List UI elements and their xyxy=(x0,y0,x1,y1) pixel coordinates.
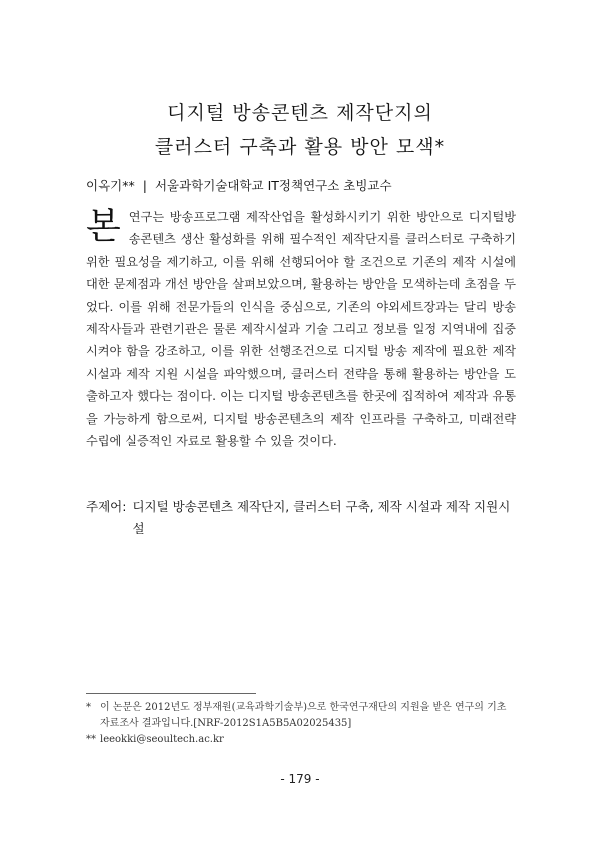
title-line-1: 디지털 방송콘텐츠 제작단지의 xyxy=(167,102,433,124)
footnote-mark: ** xyxy=(86,734,96,745)
abstract xyxy=(86,206,516,452)
paper-title xyxy=(80,96,520,164)
footnotes xyxy=(86,700,516,748)
author-line xyxy=(86,176,526,194)
footnote-mark: * xyxy=(86,702,91,713)
footnote-divider xyxy=(86,693,256,694)
footnote-email xyxy=(86,732,516,748)
keywords xyxy=(86,496,516,540)
author-affiliation: 서울과학기술대학교 IT정책연구소 초빙교수 xyxy=(154,178,392,193)
keywords-value: 디지털 방송콘텐츠 제작단지, 클러스터 구축, 제작 시설과 제작 지원시설 xyxy=(132,499,511,536)
author-name: 이옥기** xyxy=(86,178,135,193)
footnote-text: 이 논문은 2012년도 정부재원(교육과학기술부)으로 한국연구재단의 지원을 받은 연구의 기초자료조사 결과입니다.[NRF-2012S1A5B5A02025435] xyxy=(100,702,507,729)
page-number: - 179 - xyxy=(280,772,320,786)
footnote-text: leeokki@seoultech.ac.kr xyxy=(100,734,224,745)
abstract-dropcap: 본 xyxy=(86,206,121,247)
abstract-text: 연구는 방송프로그램 제작산업을 활성화시키기 위한 방안으로 디지털방송콘텐츠 생산 활성화를 위해 필수적인 제작단지를 클러스터로 구축하기 위한 필요성을 제기하고, 이를 위해 선행되어야 할 조건으로 기존의 제작 시설에 대한 문제점과 개선 방안을 살펴보았으며, 활용하는 방안을 모색하는데 초점을 두었다. 이를 위해 전문가들의 인식을 중심으로, 기존의 야외세트장과는 달리 방송 제작사들과 관련기관은 물론 제작시설과 기술 그리고 정보를 일정 지역내에 집중시켜야 함을 강조하고, 이를 위한 선행조건으로 디지털 방송 제작에 필요한 제작 시설과 제작 지원 시설을 파악했으며, 클러스터 전략을 통해 활용하는 방안을 도출하고자 했다는 점이다. 이는 디지털 방송콘텐츠를 한곳에 집적하여 제작과 유통을 가능하게 함으로써, 디지털 방송콘텐츠의 제작 인프라를 구축하고, 미래전략 수립에 실증적인 자료로 활용할 수 있을 것이다. xyxy=(86,210,516,449)
title-line-2: 클러스터 구축과 활용 방안 모색* xyxy=(154,136,446,158)
author-separator: | xyxy=(142,178,147,193)
keywords-label: 주제어: xyxy=(86,499,127,514)
footnote-funding xyxy=(86,700,516,732)
